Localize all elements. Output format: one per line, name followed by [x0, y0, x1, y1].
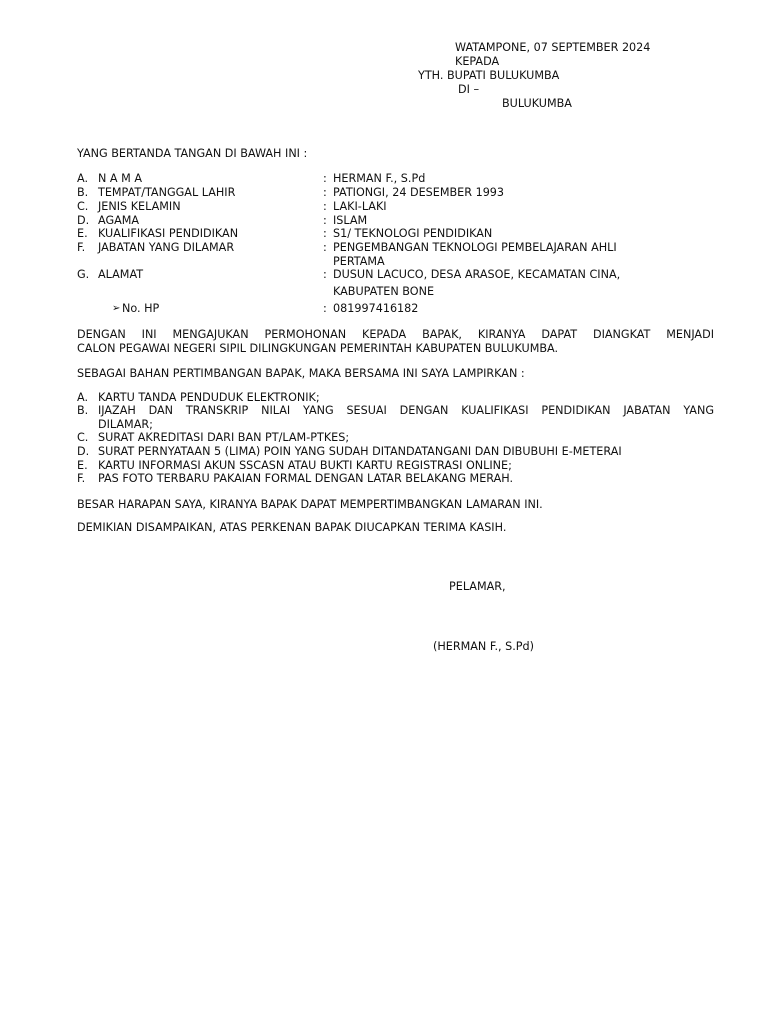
- list-item-letter: F.: [77, 472, 86, 485]
- field-colon: :: [323, 186, 327, 199]
- field-colon: :: [323, 268, 327, 281]
- phone-value: 081997416182: [333, 302, 419, 315]
- field-letter: B.: [77, 186, 89, 199]
- signature-name: (HERMAN F., S.Pd): [433, 640, 535, 653]
- arrow-bullet-icon: ➢: [112, 303, 121, 314]
- list-item: [77, 404, 717, 432]
- list-item-text: KARTU TANDA PENDUDUK ELEKTRONIK;: [98, 391, 320, 404]
- field-letter: D.: [77, 214, 90, 227]
- list-item-text: IJAZAH DAN TRANSKRIP NILAI YANG SESUAI DENGAN KUALIFIKASI PENDIDIKAN JABATAN YANG: [98, 404, 714, 417]
- field-row-education: [77, 227, 717, 241]
- field-value: PATIONGI, 24 DESEMBER 1993: [333, 186, 505, 199]
- field-value: ISLAM: [333, 214, 368, 227]
- field-label: KUALIFIKASI PENDIDIKAN: [98, 227, 239, 240]
- request-line-2: CALON PEGAWAI NEGERI SIPIL DILINGKUNGAN PEMERINTAH KABUPATEN BULUKUMBA.: [77, 342, 559, 355]
- list-item-text: KARTU INFORMASI AKUN SSCASN ATAU BUKTI KARTU REGISTRASI ONLINE;: [98, 459, 512, 472]
- list-item-letter: C.: [77, 431, 89, 444]
- addressee-name: YTH. BUPATI BULUKUMBA: [418, 69, 560, 82]
- list-item-text: SURAT AKREDITASI DARI BAN PT/LAM-PTKES;: [98, 431, 350, 444]
- field-value-continued: PERTAMA: [333, 255, 385, 268]
- field-label: AGAMA: [98, 214, 140, 227]
- list-item-letter: D.: [77, 445, 90, 458]
- field-colon: :: [323, 241, 327, 254]
- closing-hope: BESAR HARAPAN SAYA, KIRANYA BAPAK DAPAT MEMPERTIMBANGKAN LAMARAN INI.: [77, 498, 543, 511]
- field-value: LAKI-LAKI: [333, 200, 387, 213]
- field-colon: :: [323, 200, 327, 213]
- field-letter: E.: [77, 227, 88, 240]
- closing-thanks: DEMIKIAN DISAMPAIKAN, ATAS PERKENAN BAPAK DIUCAPKAN TERIMA KASIH.: [77, 521, 507, 534]
- list-item-text: SURAT PERNYATAAN 5 (LIMA) POIN YANG SUDAH DITANDATANGANI DAN DIBUBUHI E-METERAI: [98, 445, 622, 458]
- field-label: ALAMAT: [98, 268, 144, 281]
- field-value: DUSUN LACUCO, DESA ARASOE, KECAMATAN CINA,: [333, 268, 621, 281]
- field-value: PENGEMBANGAN TEKNOLOGI PEMBELAJARAN AHLI: [333, 241, 617, 254]
- request-line-1: DENGAN INI MENGAJUKAN PERMOHONAN KEPADA BAPAK, KIRANYA DAPAT DIANGKAT MENJADI: [77, 328, 714, 341]
- intro-text: YANG BERTANDA TANGAN DI BAWAH INI :: [77, 147, 308, 160]
- list-item-letter: B.: [77, 404, 89, 417]
- place-date: WATAMPONE, 07 SEPTEMBER 2024: [455, 41, 651, 54]
- field-value: S1/ TEKNOLOGI PENDIDIKAN: [333, 227, 493, 240]
- field-letter: A.: [77, 172, 89, 185]
- field-colon: :: [323, 227, 327, 240]
- field-letter: C.: [77, 200, 89, 213]
- field-value-continued: KABUPATEN BONE: [333, 285, 435, 298]
- list-item-letter: A.: [77, 391, 89, 404]
- field-row-nama: [77, 172, 717, 186]
- field-label: N A M A: [98, 172, 142, 185]
- field-row-address: [77, 268, 717, 300]
- field-row-position: [77, 241, 717, 269]
- field-colon: :: [323, 302, 327, 315]
- field-colon: :: [323, 214, 327, 227]
- list-item-letter: E.: [77, 459, 88, 472]
- attachments-intro: SEBAGAI BAHAN PERTIMBANGAN BAPAK, MAKA BERSAMA INI SAYA LAMPIRKAN :: [77, 367, 525, 380]
- list-item-text-continued: DILAMAR;: [98, 418, 153, 431]
- field-row-ttl: [77, 186, 717, 200]
- field-letter: F.: [77, 241, 86, 254]
- field-label: TEMPAT/TANGGAL LAHIR: [98, 186, 236, 199]
- field-label: JABATAN YANG DILAMAR: [98, 241, 235, 254]
- kepada-label: KEPADA: [455, 55, 500, 68]
- field-letter: G.: [77, 268, 90, 281]
- phone-label: No. HP: [122, 302, 160, 315]
- field-value: HERMAN F., S.Pd: [333, 172, 426, 185]
- field-label: JENIS KELAMIN: [98, 200, 181, 213]
- signature-role: PELAMAR,: [449, 580, 506, 593]
- list-item-text: PAS FOTO TERBARU PAKAIAN FORMAL DENGAN LATAR BELAKANG MERAH.: [98, 472, 514, 485]
- di-label: DI –: [458, 83, 480, 96]
- field-row-phone: [77, 302, 717, 316]
- field-row-gender: [77, 200, 717, 214]
- field-colon: :: [323, 172, 327, 185]
- addressee-city: BULUKUMBA: [502, 97, 572, 110]
- field-row-religion: [77, 214, 717, 228]
